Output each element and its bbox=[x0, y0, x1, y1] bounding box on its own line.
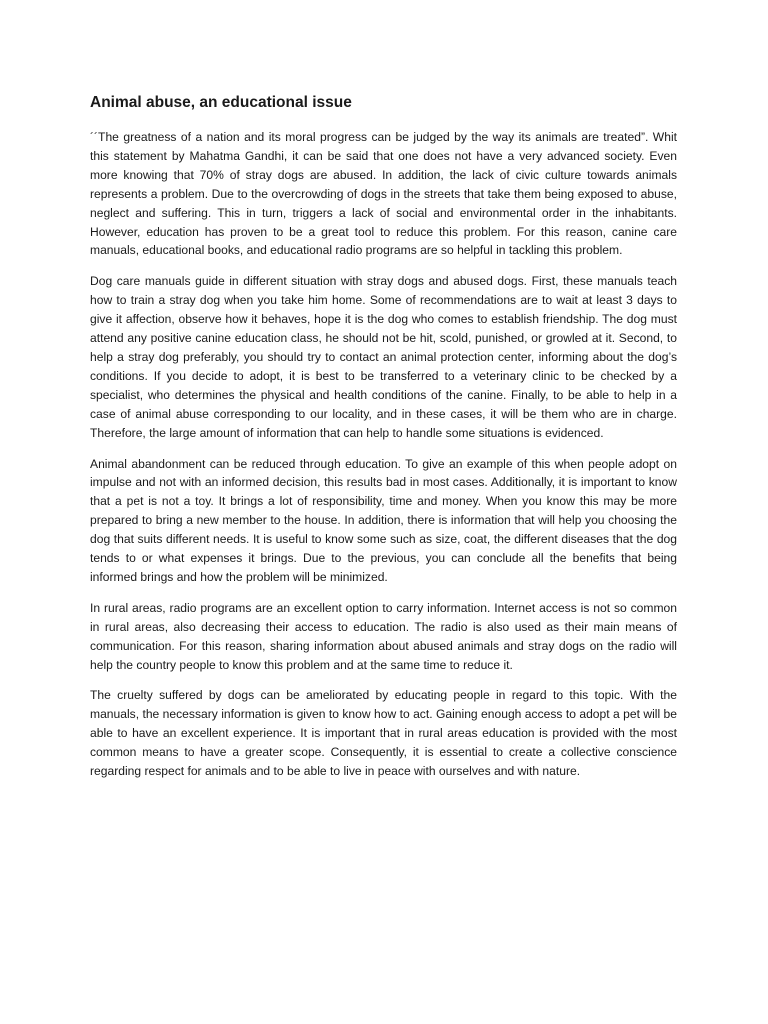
document-title: Animal abuse, an educational issue bbox=[90, 94, 352, 111]
paragraph-dog-care-manuals: Dog care manuals guide in different situation with stray dogs and abused dogs. First, these manuals teach how to train a stray dog when you take him home. Some of recommendations are to wait at least 3 days to give it affection, observe how it behaves, hope it is the dog who comes to establish friendship. The dog must attend any positive canine education class, he should not be hit, scold, punished, or growled at it. Second, to help a stray dog preferably, you should try to contact an animal protection center, informing about the dog’s conditions. If you decide to adopt, it is best to be transferred to a veterinary clinic to be checked by a specialist, who determines the physical and health conditions of the canine. Finally, to be able to help in a case of animal abuse corresponding to our locality, and in these cases, it will be them who are in charge. Therefore, the large amount of information that can help to handle some situations is evidenced. bbox=[90, 274, 677, 440]
paragraph-animal-abandonment: Animal abandonment can be reduced through education. To give an example of this when people adopt on impulse and not with an informed decision, this results bad in most cases. Additionally, it is important to know that a pet is not a toy. It brings a lot of responsibility, time and money. When you know this may be more prepared to bring a new member to the house. In addition, there is information that will help you choosing the dog that suits different needs. It is useful to know some such as size, coat, the different diseases that the dog tends to or what expenses it brings. Due to the previous, you can conclude all the benefits that being informed brings and how the problem will be minimized. bbox=[90, 456, 677, 584]
paragraph-rural-radio: In rural areas, radio programs are an excellent option to carry information. Internet access is not so common in rural areas, also decreasing their access to education. The radio is also used as their main means of communication. For this reason, sharing information about abused animals and stray dogs on the radio will help the country people to know this problem and at the same time to reduce it. bbox=[90, 600, 677, 672]
document-page bbox=[90, 92, 677, 793]
paragraph-conclusion: The cruelty suffered by dogs can be ameliorated by educating people in regard to this topic. With the manuals, the necessary information is given to know how to act. Gaining enough access to adopt a pet will be able to have an excellent experience. It is important that in rural areas education is provided with the most common means to have a greater scope. Consequently, it is essential to create a collective conscience regarding respect for animals and to be able to live in peace with ourselves and with nature. bbox=[90, 688, 677, 779]
paragraph-intro: ´´The greatness of a nation and its moral progress can be judged by the way its animals are treated”. Whit this statement by Mahatma Gandhi, it can be said that one does not have a very advanced society. Even more knowing that 70% of stray dogs are abused. In addition, the lack of civic culture towards animals represents a problem. Due to the overcrowding of dogs in the streets that take them being exposed to abuse, neglect and suffering. This in turn, triggers a lack of social and environmental order in the inhabitants. However, education has proven to be a great tool to reduce this problem. For this reason, canine care manuals, educational books, and educational radio programs are so helpful in tackling this problem. bbox=[90, 130, 677, 258]
